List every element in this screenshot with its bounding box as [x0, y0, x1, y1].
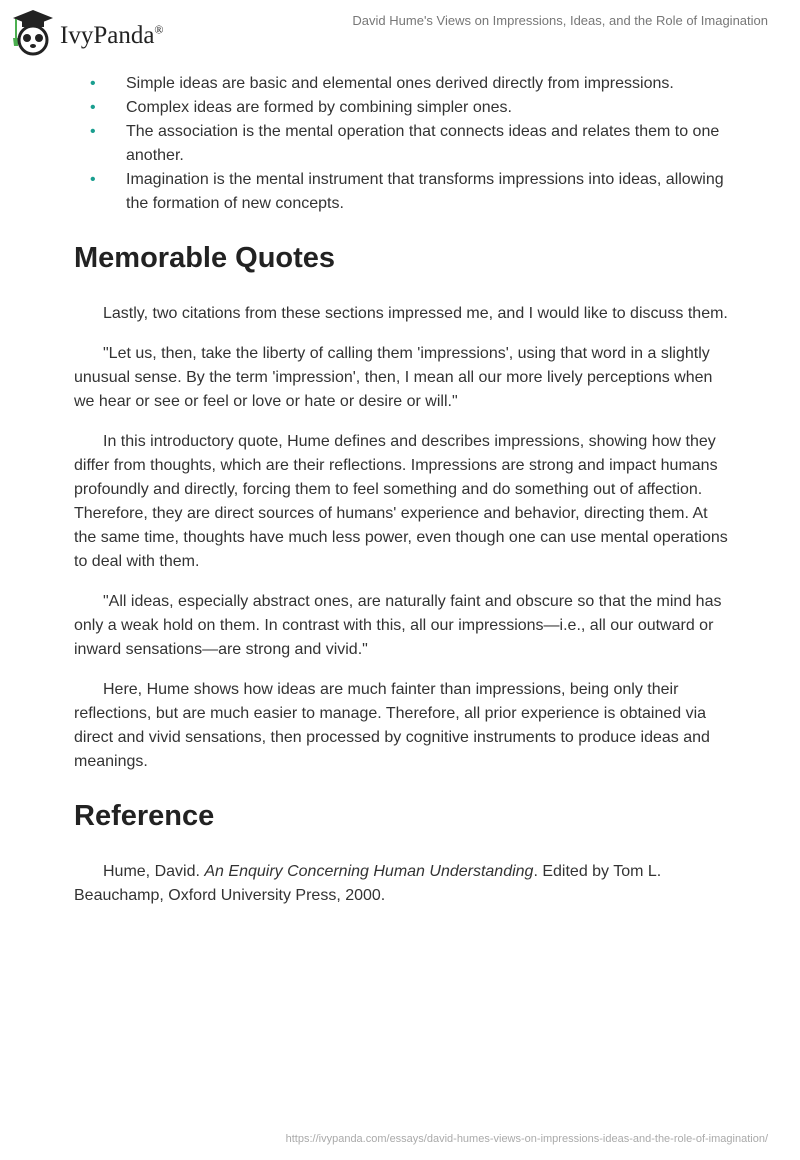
- list-item-text: Imagination is the mental instrument that transforms impressions into ideas, allowing the formation of new concepts.: [126, 171, 724, 212]
- logo-text: IvyPanda: [60, 22, 155, 49]
- bullet-list: [74, 72, 734, 216]
- document-title: David Hume's Views on Impressions, Ideas, and the Role of Imagination: [352, 13, 768, 28]
- reference-details: . Edited by Tom L. Beauchamp, Oxford University Press, 2000.: [74, 863, 662, 904]
- bullet-icon: •: [90, 123, 96, 140]
- list-item-text: Complex ideas are formed by combining simpler ones.: [126, 99, 512, 116]
- logo[interactable]: [12, 8, 164, 56]
- quote-paragraph: "All ideas, especially abstract ones, are naturally faint and obscure so that the mind has only a weak hold on them. In contrast with this, all our impressions—i.e., all our outward or inward sensations—are strong and vivid.": [74, 593, 722, 658]
- bullet-icon: •: [90, 171, 96, 188]
- essay-content: [74, 72, 734, 924]
- paragraph: Lastly, two citations from these sections impressed me, and I would like to discuss them.: [103, 305, 728, 322]
- footer-url[interactable]: https://ivypanda.com/essays/david-humes-views-on-impressions-ideas-and-the-role-of-imagination/: [285, 1133, 768, 1145]
- panda-logo-icon: [12, 8, 54, 56]
- quote-paragraph: "Let us, then, take the liberty of calling them 'impressions', using that word in a slightly unusual sense. By the term 'impression', then, I mean all our more lively perceptions when we hear or see or feel or love or hate or desire or will.": [74, 345, 713, 410]
- reference-author: Hume, David.: [103, 863, 205, 880]
- list-item: [74, 72, 734, 96]
- heading-memorable-quotes: Memorable Quotes: [74, 242, 336, 274]
- reference-title: An Enquiry Concerning Human Understanding: [204, 863, 534, 880]
- list-item-text: The association is the mental operation that connects ideas and relates them to one another.: [126, 123, 720, 164]
- registered-mark: ®: [154, 22, 164, 37]
- heading-reference: Reference: [74, 800, 215, 832]
- page-header: [0, 0, 800, 60]
- reference-entry: [74, 860, 734, 908]
- bullet-icon: •: [90, 99, 96, 116]
- list-item: [74, 168, 734, 216]
- paragraph: Here, Hume shows how ideas are much fainter than impressions, being only their reflections, but are much easier to manage. Therefore, all prior experience is obtained via direct and vivid sensations, then processed by cognitive instruments to produce ideas and meanings.: [74, 681, 710, 770]
- paragraph: In this introductory quote, Hume defines and describes impressions, showing how they differ from thoughts, which are their reflections. Impressions are strong and impact humans profoundly and directly, forcing them to feel something and do something out of affection. Therefore, they are direct sources of humans' experience and behavior, directing them. At the same time, thoughts have much less power, even though one can use mental operations to deal with them.: [74, 433, 728, 570]
- list-item: [74, 120, 734, 168]
- list-item-text: Simple ideas are basic and elemental ones derived directly from impressions.: [126, 75, 674, 92]
- list-item: [74, 96, 734, 120]
- bullet-icon: •: [90, 75, 96, 92]
